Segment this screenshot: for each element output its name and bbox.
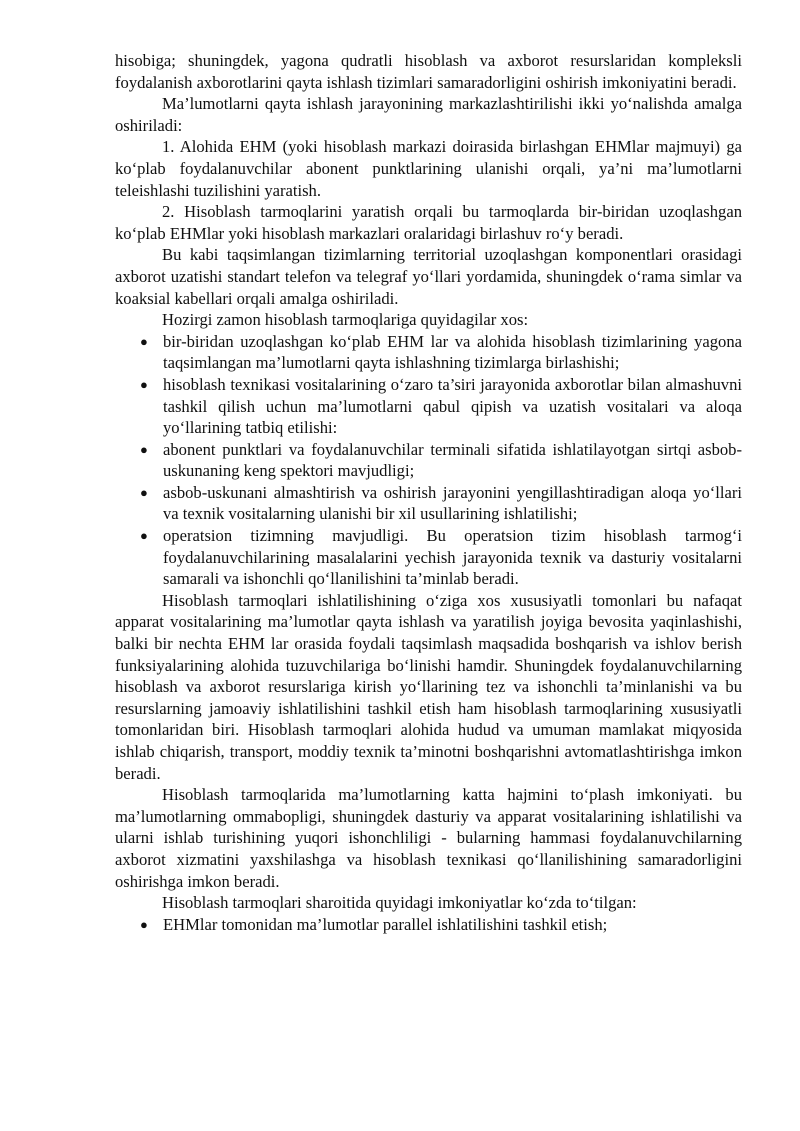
list-item-text: asbob-uskunani almashtirish va oshirish jarayonini yengillashtiradigan aloqa yo‘llari va texnik vositalarning ulanishi bir xil usullarining ishlatilishi;: [163, 482, 742, 524]
list-item: [115, 331, 742, 374]
document-page: [115, 50, 742, 935]
paragraph-features-intro: Hozirgi zamon hisoblash tarmoqlariga quyidagilar xos:: [162, 310, 529, 330]
list-item-text: operatsion tizimning mavjudligi. Bu operatsion tizim hisoblash tarmog‘i foydalanuvchilarining masalalarini yechish jarayonida texnik va dasturiy vositalarni samarali va ishonchli qo‘llanilishini ta’minlab beradi.: [163, 526, 742, 589]
list-item: [115, 525, 742, 590]
bullet-list-features: [115, 331, 742, 590]
paragraph-numbered-item-2: 2. Hisoblash tarmoqlarini yaratish orqali bu tarmoqlarda bir-biridan uzoqlashgan ko‘plab EHMlar yoki hisoblash markazlari oralaridagi birlashuv ro‘y beradi.: [115, 202, 742, 243]
paragraph-data-accumulation: Hisoblash tarmoqlarida ma’lumotlarning katta hajmini to‘plash imkoniyati. bu ma’lumotlarning ommabopligi, shuningdek dasturiy va apparat vositalarining ishlatilishi va ularni ishlab turishining yuqori ishonchliligi - bularning hammasi foydalanuvchilarning axborot xizmatini yaxshilashga va hisoblash texnikasi qo‘llanilishining samaradorligini oshirishga imkon beradi.: [115, 785, 742, 891]
list-item: [115, 374, 742, 439]
paragraph-centralization-intro: Ma’lumotlarni qayta ishlash jarayonining markazlashtirilishi ikki yo‘nalishda amalga oshiriladi:: [115, 94, 742, 135]
list-item: [115, 482, 742, 525]
bullet-icon: ●: [140, 528, 148, 544]
list-item-text: bir-biridan uzoqlashgan ko‘plab EHM lar va alohida hisoblash tizimlarining yagona taqsimlangan ma’lumotlarni qayta ishlashning tizimlarga birlashishi;: [163, 331, 742, 373]
paragraph-network-characteristics: Hisoblash tarmoqlari ishlatilishining o‘ziga xos xususiyatli tomonlari bu nafaqat apparat vositalarining ma’lumotlar qayta ishlash va yaratilish joyiga bevosita yaqinlashishi, balki bir nechta EHM lar orasida foydali taqsimlash maqsadida boshqarish va ishlov berish funksiyalarining alohida tuzuvchilariga bo‘linishi hamdir. Shuningdek foydalanuvchilarning hisoblash va axborot resurslariga kirish yo‘llarining tez va ishonchli ta’minlanishi va bu resurslarning jamoaviy ishlatilishini tashkil etish ham hisoblash tarmoqlarining xususiyatli tomonlaridan biri. Hisoblash tarmoqlari alohida hudud va umuman mamlakat miqyosida ishlab chiqarish, transport, moddiy texnik ta’minotni boshqarishni avtomatlashtirishga imkon beradi.: [115, 590, 742, 783]
paragraph-continuation: hisobiga; shuningdek, yagona qudratli hisoblash va axborot resurslaridan kompleksli foydalanish axborotlarini qayta ishlash tizimlari samaradorligini oshirish imkoniyatini beradi.: [115, 51, 742, 92]
list-item-text: hisoblash texnikasi vositalarining o‘zaro ta’siri jarayonida axborotlar bilan almashuvni tashkil qilish uchun ma’lumotlarni qabul qipish va uzatish vositalari va aloqa yo‘llarining tatbiq etilishi:: [163, 374, 742, 438]
list-item-text: abonent punktlari va foydalanuvchilar terminali sifatida ishlatilayotgan sirtqi asbob-uskunaning keng spektori mavjudligi;: [163, 439, 742, 481]
bullet-icon: ●: [140, 484, 148, 500]
paragraph-distributed-systems: Bu kabi taqsimlangan tizimlarning territorial uzoqlashgan komponentlari orasidagi axborot uzatishi standart telefon va telegraf yo‘llari yordamida, shuningdek o‘rama simlar va koaksial kabellari orqali amalga oshiriladi.: [115, 245, 742, 308]
list-item-text: EHMlar tomonidan ma’lumotlar parallel ishlatilishini tashkil etish;: [163, 914, 608, 934]
bullet-icon: ●: [140, 441, 148, 457]
bullet-icon: ●: [140, 333, 148, 349]
paragraph-possibilities-intro: Hisoblash tarmoqlari sharoitida quyidagi imkoniyatlar ko‘zda to‘tilgan:: [162, 893, 637, 913]
bullet-icon: ●: [140, 916, 148, 932]
list-item: [115, 914, 742, 936]
bullet-list-possibilities: [115, 914, 742, 936]
paragraph-numbered-item-1: 1. Alohida EHM (yoki hisoblash markazi doirasida birlashgan EHMlar majmuyi) ga ko‘plab foydalanuvchilar abonent punktlarining ulanishi orqali, ya’ni ma’lumotlarni teleishlashi tuzilishini yaratish.: [115, 137, 742, 200]
list-item: [115, 439, 742, 482]
bullet-icon: ●: [140, 376, 148, 392]
